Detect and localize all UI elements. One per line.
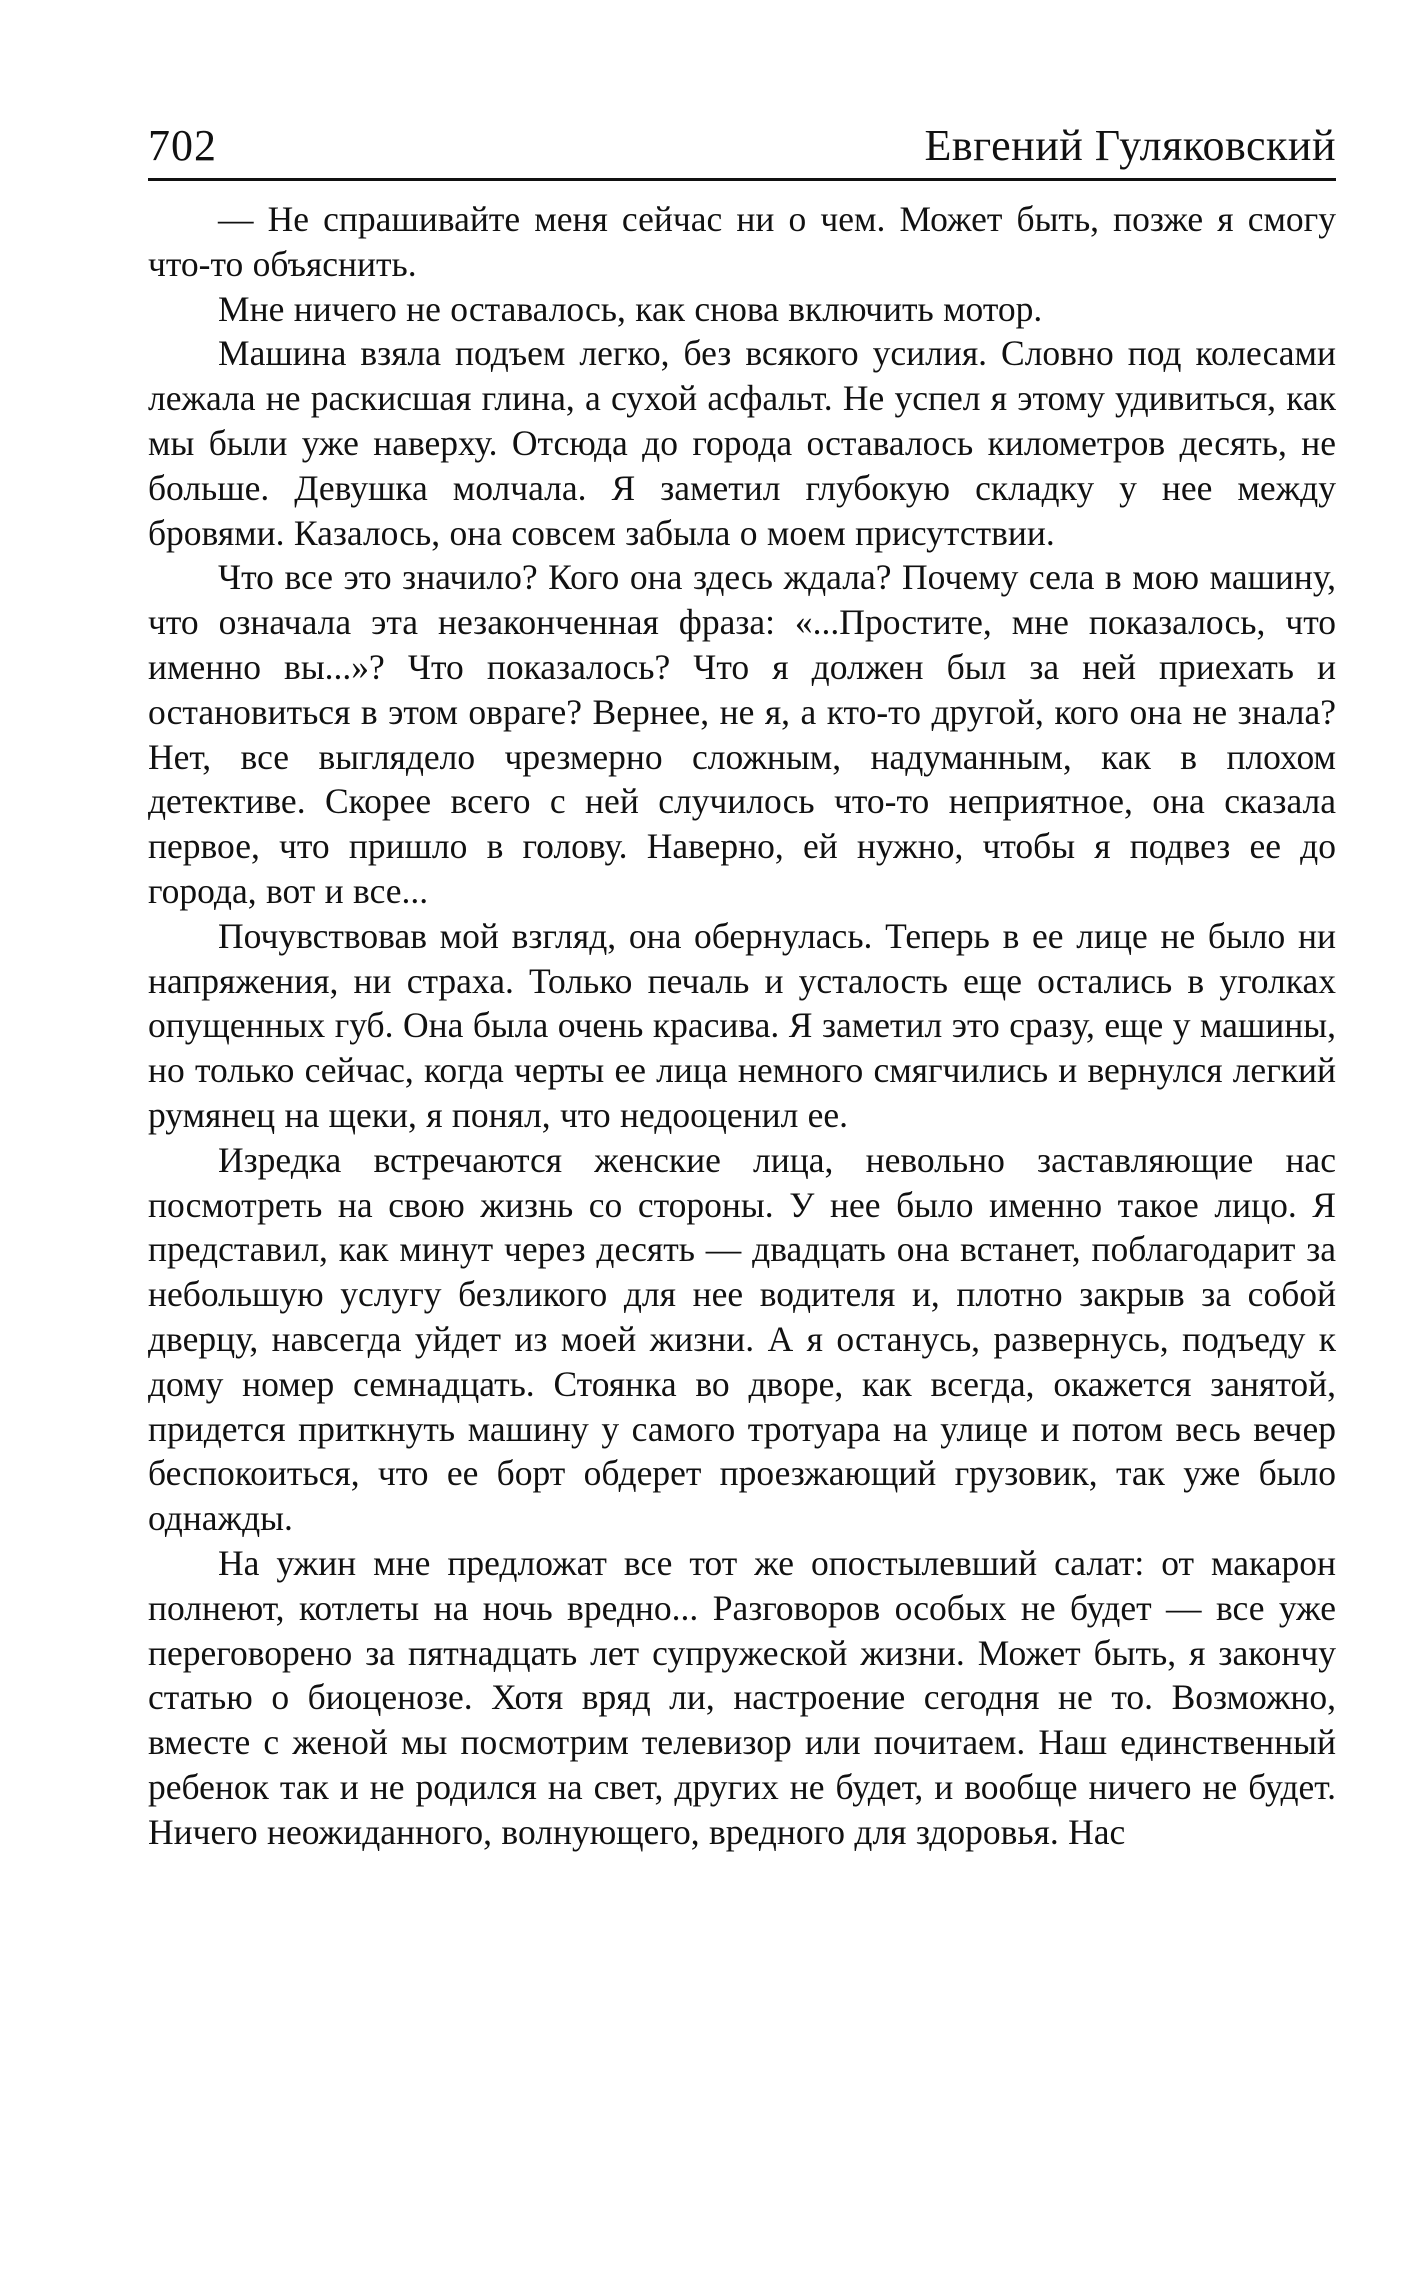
- paragraph: Изредка встречаются женские лица, невольно заставляющие нас посмотреть на свою жизнь со стороны. У нее было именно такое лицо. Я представил, как минут через десять — двадцать она встанет, поблагодарит за небольшую услугу безликого для нее водителя и, плотно закрыв за собой дверцу, навсегда уйдет из моей жизни. А я останусь, развернусь, подъеду к дому номер семнадцать. Стоянка во дворе, как всегда, окажется занятой, придется приткнуть машину у самого тротуара на улице и потом весь вечер беспокоиться, что ее борт обдерет проезжающий грузовик, так уже было однажды.: [148, 1139, 1336, 1539]
- paragraph: Машина взяла подъем легко, без всякого усилия. Словно под колесами лежала не раскисшая глина, а сухой асфальт. Не успел я этому удивиться, как мы были уже наверху. Отсюда до города оставалось километров десять, не больше. Девушка молчала. Я заметил глубокую складку у нее между бровями. Казалось, она совсем забыла о моем присутствии.: [148, 333, 1336, 553]
- page-header: [148, 120, 1336, 181]
- paragraph: — Не спрашивайте меня сейчас ни о чем. Может быть, позже я смогу что-то объяснить.: [148, 199, 1336, 284]
- paragraph: Почувствовав мой взгляд, она обернулась. Теперь в ее лице не было ни напряжения, ни страха. Только печаль и усталость еще остались в уголках опущенных губ. Она была очень красива. Я заметил это сразу, еще у машины, но только сейчас, когда черты ее лица немного смягчились и вернулся легкий румянец на щеки, я понял, что недооценил ее.: [148, 915, 1336, 1135]
- book-page: [148, 120, 1336, 1854]
- paragraph: На ужин мне предложат все тот же опостылевший салат: от макарон полнеют, котлеты на ночь вредно... Разговоров особых не будет — все уже переговорено за пятнадцать лет супружеской жизни. Может быть, я закончу статью о биоценозе. Хотя вряд ли, настроение сегодня не то. Возможно, вместе с женой мы посмотрим телевизор или почитаем. Наш единственный ребенок так и не родился на свет, других не будет, и вообще ничего не будет. Ничего неожиданного, волнующего, вредного для здоровья. Нас: [148, 1542, 1336, 1852]
- page-number: 702: [148, 121, 217, 170]
- running-head: Евгений Гуляковский: [924, 121, 1336, 170]
- body-text: [148, 197, 1336, 1854]
- paragraph: Что все это значило? Кого она здесь ждала? Почему села в мою машину, что означала эта незаконченная фраза: «...Простите, мне показалось, что именно вы...»? Что показалось? Что я должен был за ней приехать и остановиться в этом овраге? Вернее, не я, а кто-то другой, кого она не знала? Нет, все выглядело чрезмерно сложным, надуманным, как в плохом детективе. Скорее всего с ней случилось что-то неприятное, она сказала первое, что пришло в голову. Наверно, ей нужно, чтобы я подвез ее до города, вот и все...: [148, 557, 1336, 911]
- paragraph: Мне ничего не оставалось, как снова включить мотор.: [218, 288, 1043, 329]
